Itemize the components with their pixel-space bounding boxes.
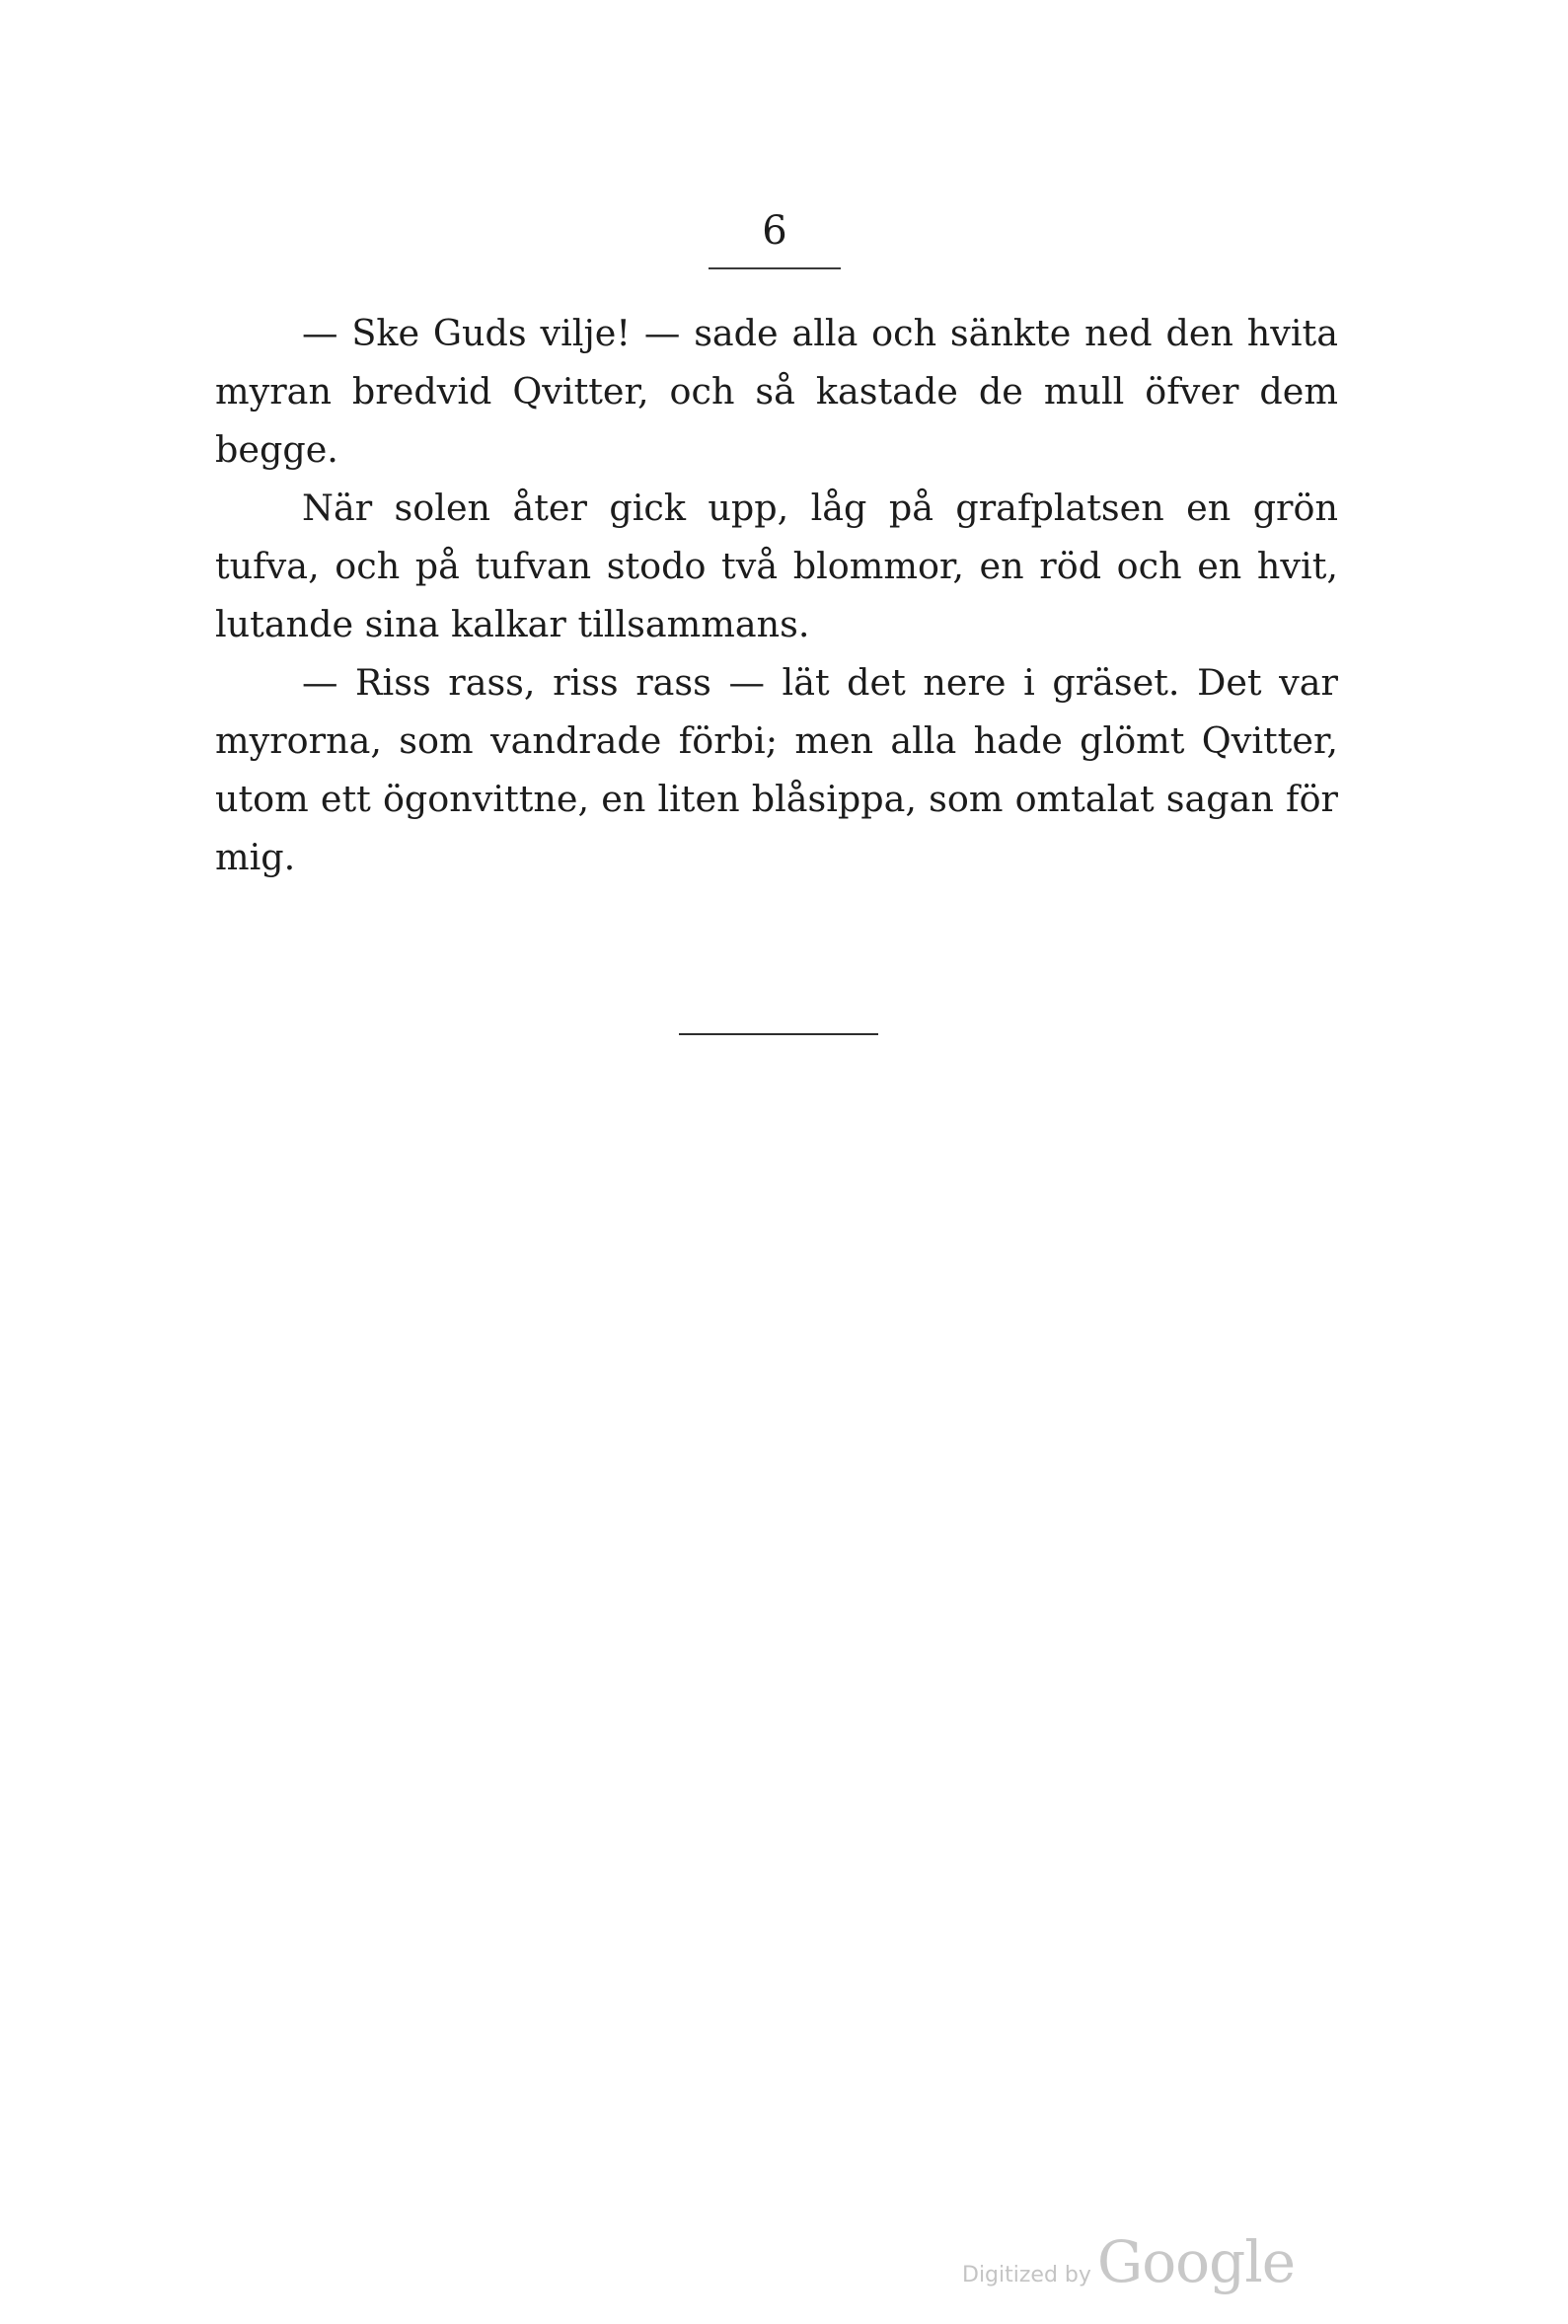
google-logo: Google xyxy=(1096,2228,1296,2295)
digitized-watermark xyxy=(962,2228,1295,2295)
paragraph-1: — Ske Guds vilje! — sade alla och sänkte ned den hvita myran bredvid Qvitter, och så kastade de mull öfver dem begge. xyxy=(215,312,1338,471)
paragraph-3: — Riss rass, riss rass — lät det nere i gräset. Det var myrorna, som vandrade förbi; men alla hade glömt Qvitter, utom ett ögonvittne, en liten blåsippa, som omtalat sagan för mig. xyxy=(215,661,1338,878)
watermark-prefix: Digitized by xyxy=(962,2263,1091,2287)
end-rule xyxy=(679,1033,878,1035)
paragraph-2: När solen åter gick upp, låg på grafplatsen en grön tufva, och på tufvan stodo två blommor, en röd och en hvit, lutande sina kalkar tillsammans. xyxy=(215,487,1338,645)
page-number-rule xyxy=(709,267,841,269)
text-block xyxy=(215,304,1338,886)
page-number: 6 xyxy=(762,208,787,254)
